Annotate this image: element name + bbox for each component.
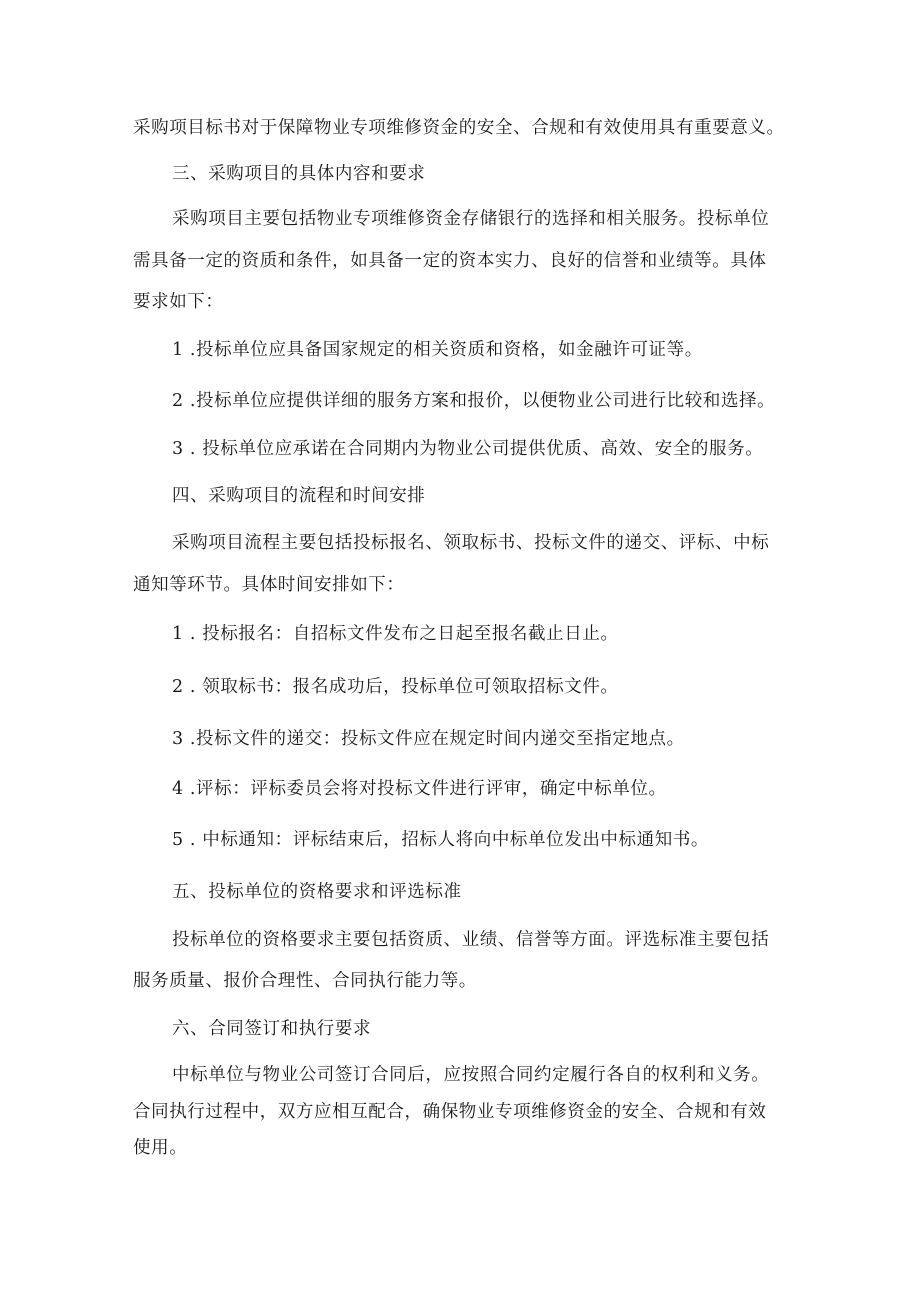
list-item: 3 . 投标单位应承诺在合同期内为物业公司提供优质、高效、安全的服务。: [172, 439, 764, 459]
paragraph-line: 服务质量、报价合理性、合同执行能力等。: [133, 971, 477, 991]
section-heading-5: 五、投标单位的资格要求和评选标准: [172, 882, 462, 902]
list-item: 4 .评标：评标委员会将对投标文件进行评审，确定中标单位。: [172, 779, 667, 799]
section-heading-4: 四、采购项目的流程和时间安排: [172, 486, 426, 506]
list-item: 1 .投标单位应具备国家规定的相关资质和资格，如金融许可证等。: [172, 340, 703, 360]
section-heading-6: 六、合同签订和执行要求: [172, 1019, 372, 1039]
paragraph-line: 投标单位的资格要求主要包括资质、业绩、信誉等方面。评选标准主要包括: [172, 930, 770, 950]
list-item: 2 . 领取标书：报名成功后，投标单位可领取招标文件。: [172, 677, 619, 697]
list-item: 1 . 投标报名：自招标文件发布之日起至报名截止日止。: [172, 624, 619, 644]
paragraph-intro-continuation: 采购项目标书对于保障物业专项维修资金的安全、合规和有效使用具有重要意义。: [133, 118, 785, 138]
list-item: 2 .投标单位应提供详细的服务方案和报价，以便物业公司进行比较和选择。: [172, 391, 776, 411]
paragraph-line: 使用。: [133, 1138, 188, 1158]
paragraph-line: 采购项目流程主要包括投标报名、领取标书、投标文件的递交、评标、中标: [172, 533, 770, 553]
paragraph-line: 需具备一定的资质和条件，如具备一定的资本实力、良好的信誉和业绩等。具体: [133, 251, 767, 271]
list-item: 3 .投标文件的递交：投标文件应在规定时间内递交至指定地点。: [172, 729, 685, 749]
paragraph-line: 合同执行过程中，双方应相互配合，确保物业专项维修资金的安全、合规和有效: [133, 1102, 767, 1122]
paragraph-line: 中标单位与物业公司签订合同后，应按照合同约定履行各自的权利和义务。: [172, 1065, 770, 1085]
paragraph-line: 采购项目主要包括物业专项维修资金存储银行的选择和相关服务。投标单位: [172, 209, 770, 229]
paragraph-line: 要求如下：: [133, 292, 224, 312]
section-heading-3: 三、采购项目的具体内容和要求: [172, 164, 426, 184]
paragraph-line: 通知等环节。具体时间安排如下：: [133, 575, 405, 595]
list-item: 5 . 中标通知：评标结束后，招标人将向中标单位发出中标通知书。: [172, 830, 710, 850]
